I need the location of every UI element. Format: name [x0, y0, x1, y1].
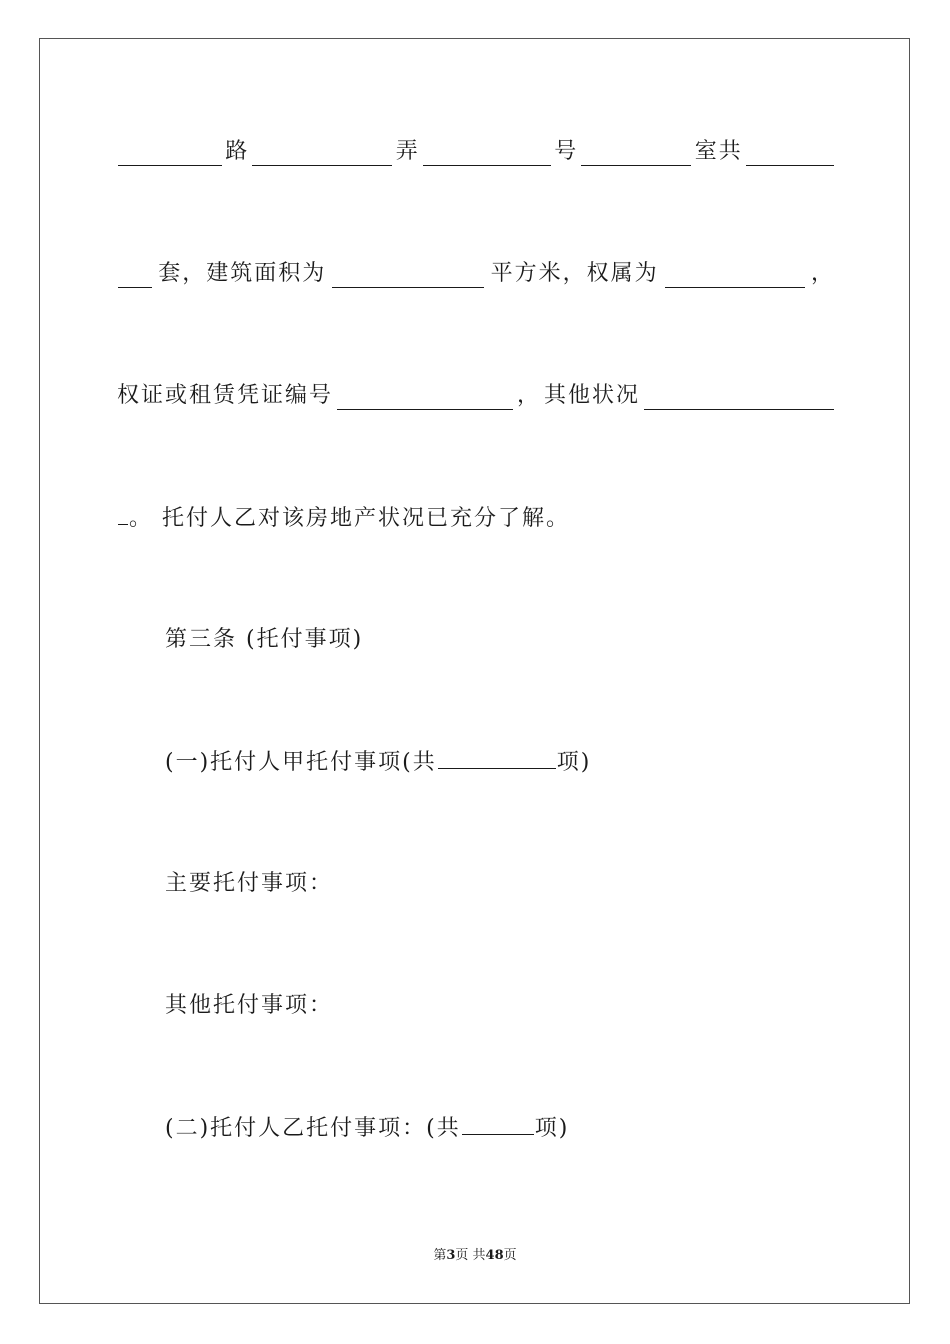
- item-2-prefix: (二)托付人乙托付事项：(共: [165, 1116, 461, 1141]
- footer-page-mid: 页 共: [455, 1248, 486, 1263]
- blank-status-end[interactable]: [118, 504, 128, 525]
- item-1-prefix: (一)托付人甲托付事项(共: [165, 750, 437, 775]
- main-items-label: 主要托付事项：: [165, 871, 334, 896]
- page-footer: [0, 1248, 950, 1264]
- area-line: [117, 260, 835, 288]
- footer-current-page: 3: [446, 1248, 456, 1263]
- label-room-total: 室共: [694, 139, 743, 164]
- label-number: 号: [554, 139, 579, 164]
- blank-lane[interactable]: [423, 145, 551, 166]
- item-2-suffix: 项): [534, 1116, 570, 1141]
- label-certificate: 权证或租赁凭证编号: [117, 383, 334, 408]
- blank-item-2-count[interactable]: [462, 1114, 534, 1135]
- label-set-area: 套，建筑面积为: [158, 261, 327, 286]
- acknowledge-line: [117, 504, 570, 533]
- label-other-status: 其他状况: [543, 383, 640, 408]
- label-acknowledge: 。 托付人乙对该房地产状况已充分了解。: [129, 506, 570, 531]
- label-road: 路: [225, 139, 250, 164]
- label-sqm-ownership: 平方米，权属为: [490, 261, 659, 286]
- blank-room-count[interactable]: [746, 145, 834, 166]
- footer-page-suffix: 页: [503, 1248, 517, 1263]
- footer-page-prefix: 第: [433, 1248, 447, 1263]
- certificate-line: [117, 382, 835, 410]
- article-3-heading: 第三条 (托付事项): [165, 627, 364, 652]
- blank-number[interactable]: [581, 145, 691, 166]
- blank-other-status[interactable]: [644, 389, 834, 410]
- address-line: [117, 138, 835, 166]
- item-1-suffix: 项): [556, 750, 592, 775]
- item-2-line: [165, 1114, 569, 1143]
- blank-district[interactable]: [118, 145, 222, 166]
- blank-area[interactable]: [332, 267, 484, 288]
- label-comma: ，: [810, 261, 835, 286]
- other-items-label: 其他托付事项：: [165, 993, 334, 1018]
- blank-road[interactable]: [252, 145, 392, 166]
- blank-set-count[interactable]: [118, 267, 152, 288]
- label-lane: 弄: [395, 139, 420, 164]
- blank-ownership[interactable]: [665, 267, 805, 288]
- footer-total-pages: 48: [485, 1248, 504, 1263]
- blank-certificate[interactable]: [337, 389, 513, 410]
- label-comma-2: ，: [516, 383, 541, 408]
- blank-item-1-count[interactable]: [438, 748, 556, 769]
- item-1-line: [165, 748, 591, 777]
